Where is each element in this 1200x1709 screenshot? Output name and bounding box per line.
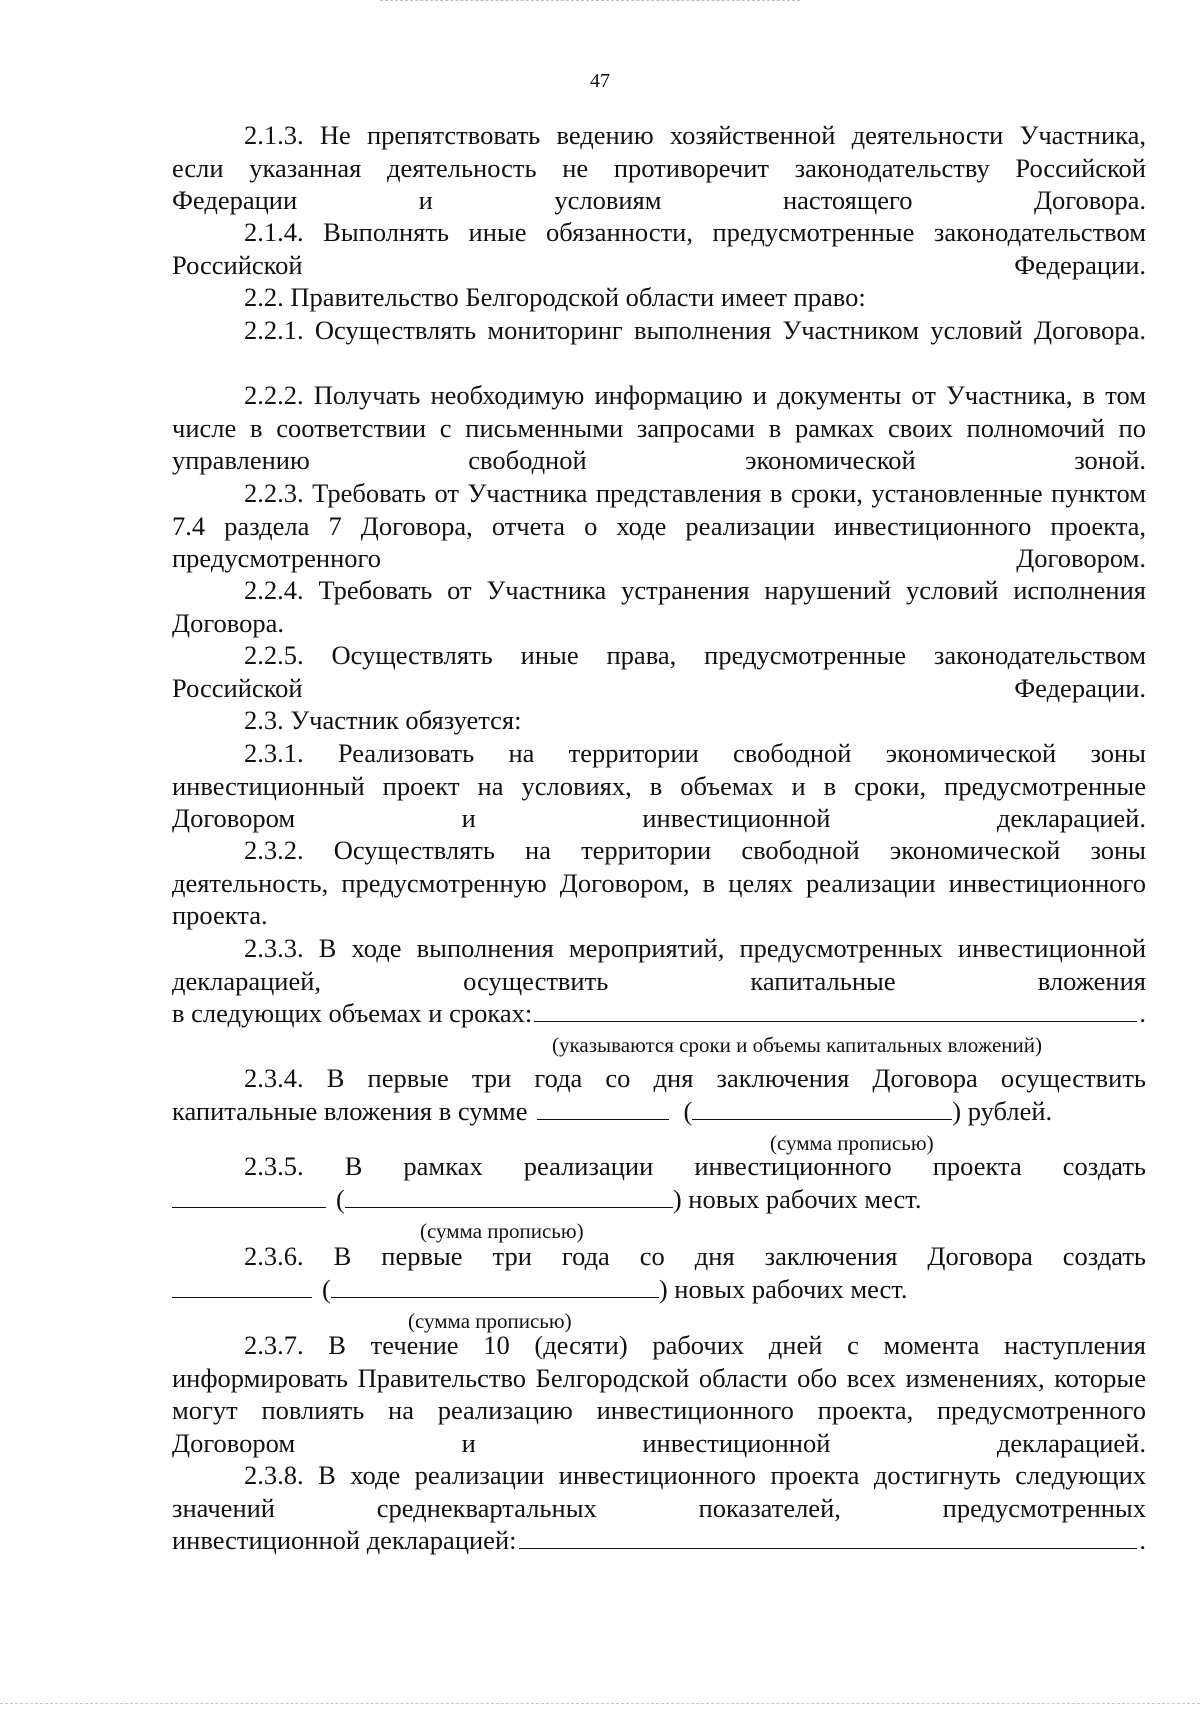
- close-text: ) новых рабочих мест.: [658, 1274, 908, 1304]
- paragraph-2-2-4: 2.2.4. Требовать от Участника устранения нарушений условий исполнения Договора.: [172, 575, 1146, 638]
- paragraph-2-3-2: 2.3.2. Осуществлять на территории свободной экономической зоны деятельность, предусмотренную Договором, в целях реализации инвестиционного проекта.: [172, 835, 1146, 930]
- fill-label: капитальные вложения в сумме: [172, 1096, 528, 1126]
- paragraph-2-3-5: [172, 1150, 1146, 1243]
- paragraph-2-2-2: 2.2.2. Получать необходимую информацию и документы от Участника, в том числе в соответствии с письменными запросами в рамках своих полномочий по управлению свободной экономической зоной.: [172, 380, 1146, 475]
- paragraph-2-3-6: [172, 1240, 1146, 1333]
- paragraph-2-1-3: 2.1.3. Не препятствовать ведению хозяйственной деятельности Участника, если указанная деятельность не противоречит законодательству Российской Федерации и условиям настоящего Договора.: [172, 120, 1146, 215]
- paragraph-2-3-6-fill-row: [172, 1273, 1146, 1306]
- open-paren: (: [336, 1184, 345, 1214]
- paragraph-2-3-8-lead: 2.3.8. В ходе реализации инвестиционного проекта достигнуть следующих значений среднеквартальных показателей, предусмотренных: [172, 1460, 1146, 1523]
- scan-edge-bottom: [0, 1703, 1200, 1704]
- caption-amount-words: (сумма прописью): [770, 1130, 934, 1155]
- paragraph-2-3-4-fill-row: [172, 1095, 1146, 1128]
- blank-field-jobs-3y-words[interactable]: [331, 1273, 659, 1298]
- paragraph-2-3-5-fill-row: [172, 1183, 1146, 1216]
- open-paren: (: [683, 1096, 693, 1126]
- paragraph-2-3-5-lead: 2.3.5. В рамках реализации инвестиционного проекта создать: [244, 1151, 1146, 1181]
- paragraph-2-3-3-fill-row: [172, 997, 1146, 1030]
- fill-end: .: [1139, 1525, 1146, 1555]
- fill-label: инвестиционной декларацией:: [172, 1525, 517, 1555]
- paragraph-2-2-5: 2.2.5. Осуществлять иные права, предусмотренные законодательством Российской Федерации.: [172, 640, 1146, 703]
- paragraph-2-3-6-lead: 2.3.6. В первые три года со дня заключения Договора создать: [244, 1241, 1146, 1271]
- open-paren: (: [322, 1274, 331, 1304]
- paragraph-2-2-3: 2.2.3. Требовать от Участника представления в сроки, установленные пунктом 7.4 раздела 7 Договора, отчета о ходе реализации инвестиционного проекта, предусмотренного Договором.: [172, 478, 1146, 573]
- caption-jobs-words: (сумма прописью): [420, 1218, 584, 1243]
- close-text: ) рублей.: [952, 1096, 1053, 1126]
- blank-field-investment-terms[interactable]: [534, 997, 1137, 1022]
- blank-field-jobs-3y[interactable]: [172, 1273, 312, 1298]
- paragraph-2-3-8: [172, 1459, 1146, 1557]
- scan-edge-top: [380, 0, 800, 1]
- blank-field-amount[interactable]: [537, 1095, 669, 1120]
- paragraph-2-3-1: 2.3.1. Реализовать на территории свободной экономической зоны инвестиционный проект на условиях, в объемах и в сроки, предусмотренные Договором и инвестиционной декларацией.: [172, 738, 1146, 833]
- paragraph-2-2: 2.2. Правительство Белгородской области имеет право:: [244, 282, 866, 312]
- fill-label: в следующих объемах и сроках:: [172, 998, 533, 1028]
- paragraph-2-3-7: 2.3.7. В течение 10 (десяти) рабочих дней с момента наступления информировать Правительство Белгородской области обо всех изменениях, которые могут повлиять на реализацию инвестиционного проекта, предусмотренного Договором и инвестиционной декларацией.: [172, 1330, 1146, 1458]
- caption-investment-terms: (указываются сроки и объемы капитальных вложений): [552, 1032, 1042, 1057]
- blank-field-jobs-words[interactable]: [345, 1183, 673, 1208]
- paragraph-2-2-1: 2.2.1. Осуществлять мониторинг выполнения Участником условий Договора.: [244, 315, 1146, 345]
- paragraph-2-3-4: [172, 1062, 1146, 1155]
- paragraph-2-3-8-fill-row: [172, 1524, 1146, 1557]
- document-body: [172, 119, 1146, 1557]
- blank-field-amount-words[interactable]: [692, 1095, 952, 1120]
- blank-field-indicators[interactable]: [519, 1524, 1138, 1549]
- fill-end: .: [1139, 998, 1146, 1028]
- paragraph-2-1-4: 2.1.4. Выполнять иные обязанности, предусмотренные законодательством Российской Федерации.: [172, 217, 1146, 280]
- paragraph-2-3-3-lead: 2.3.3. В ходе выполнения мероприятий, предусмотренных инвестиционной декларацией, осуществить капитальные вложения: [172, 933, 1146, 996]
- caption-jobs-3y-words: (сумма прописью): [408, 1308, 572, 1333]
- page-number: 47: [590, 70, 610, 92]
- paragraph-2-3: 2.3. Участник обязуется:: [244, 705, 522, 735]
- paragraph-2-3-3: [172, 932, 1146, 1062]
- close-text: ) новых рабочих мест.: [672, 1184, 922, 1214]
- blank-field-jobs[interactable]: [172, 1183, 326, 1208]
- paragraph-2-3-4-lead: 2.3.4. В первые три года со дня заключения Договора осуществить: [244, 1063, 1146, 1093]
